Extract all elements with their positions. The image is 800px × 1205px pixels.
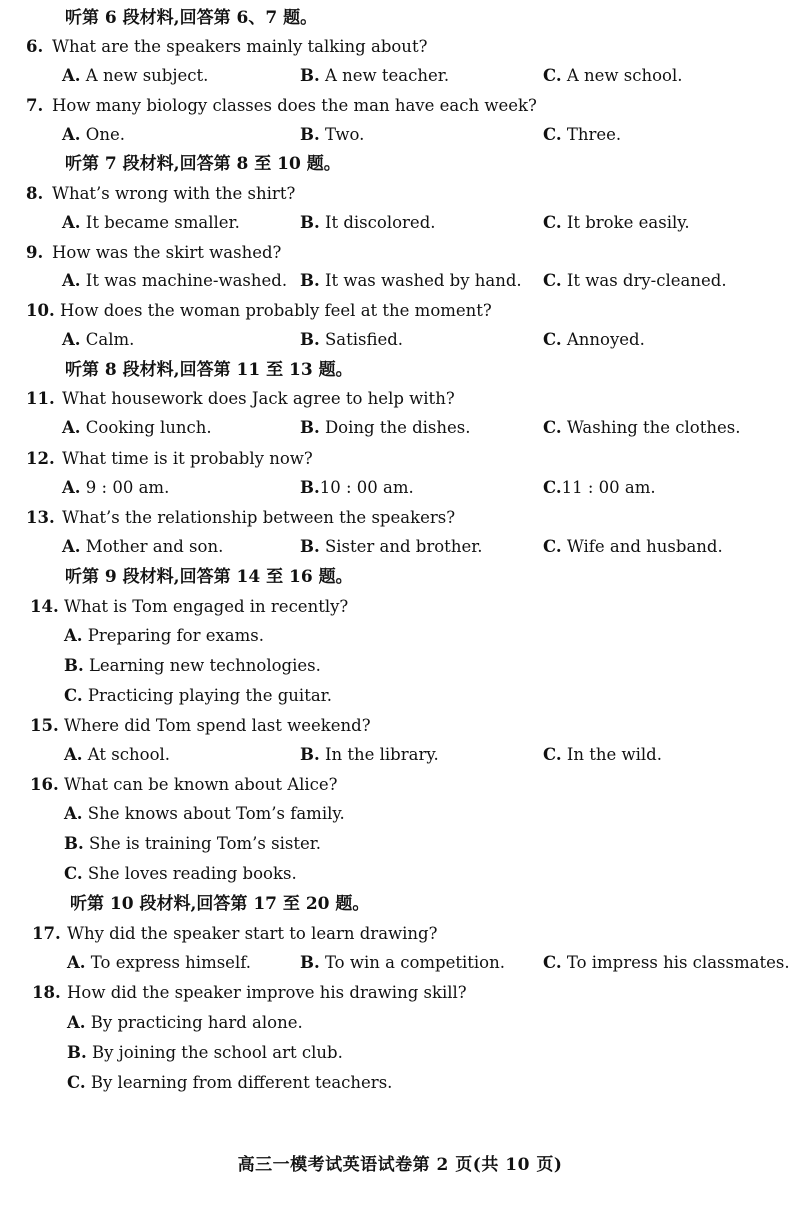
option: B. Sister and brother. <box>300 537 483 556</box>
question-text: Why did the speaker start to learn drawing? <box>67 924 438 943</box>
question-number: 15. <box>30 716 59 735</box>
option-line <box>0 861 800 887</box>
option: B. Learning new technologies. <box>64 656 321 675</box>
option-line <box>0 801 800 827</box>
question-number: 11. <box>26 389 55 408</box>
option: C. Annoyed. <box>543 330 645 349</box>
question-number: 18. <box>32 983 61 1002</box>
options-row <box>0 63 800 89</box>
question <box>0 181 800 207</box>
question-number: 9. <box>26 243 44 262</box>
option: A. It was machine-washed. <box>62 271 288 290</box>
options-row <box>0 534 800 560</box>
option: B. By joining the school art club. <box>67 1043 343 1062</box>
option: C. She loves reading books. <box>64 864 297 883</box>
option: A. She knows about Tom’s family. <box>64 804 345 823</box>
question-text: How many biology classes does the man have each week? <box>52 96 537 115</box>
option-line <box>0 1070 800 1096</box>
options-row <box>0 268 800 294</box>
option: A. One. <box>62 125 125 144</box>
option: B. It discolored. <box>300 213 436 232</box>
option: C. Three. <box>543 125 622 144</box>
option: B. To win a competition. <box>300 953 505 972</box>
question <box>0 772 800 798</box>
question <box>0 594 800 620</box>
section-heading: 听第 8 段材料,回答第 11 至 13 题。 <box>65 360 353 380</box>
option: B. Two. <box>300 125 365 144</box>
option: A. A new subject. <box>62 66 209 85</box>
question-text: What’s the relationship between the speakers? <box>62 508 456 527</box>
option: A. At school. <box>64 745 171 764</box>
options-row <box>0 475 800 501</box>
section-heading: 听第 10 段材料,回答第 17 至 20 题。 <box>70 894 370 914</box>
question-text: What are the speakers mainly talking about? <box>52 37 428 56</box>
option-line <box>0 623 800 649</box>
option: C. To impress his classmates. <box>543 953 790 972</box>
question-text: What can be known about Alice? <box>64 775 338 794</box>
option: A. Mother and son. <box>62 537 224 556</box>
question-text: What housework does Jack agree to help with? <box>62 389 455 408</box>
option: C. It broke easily. <box>543 213 690 232</box>
option: B. Satisfied. <box>300 330 404 349</box>
option-line <box>0 831 800 857</box>
question-number: 7. <box>26 96 44 115</box>
option-line <box>0 1040 800 1066</box>
option-line <box>0 1010 800 1036</box>
question-number: 6. <box>26 37 44 56</box>
option: A. By practicing hard alone. <box>67 1013 303 1032</box>
options-row <box>0 950 800 976</box>
option: A. Preparing for exams. <box>64 626 264 645</box>
options-row <box>0 210 800 236</box>
question-text: How was the skirt washed? <box>52 243 282 262</box>
option: C. Washing the clothes. <box>543 418 741 437</box>
question <box>0 505 800 531</box>
question <box>0 240 800 266</box>
question <box>0 93 800 119</box>
question-number: 10. <box>26 301 55 320</box>
option: A. To express himself. <box>67 953 251 972</box>
question-number: 14. <box>30 597 59 616</box>
option: C. A new school. <box>543 66 683 85</box>
question-text: What time is it probably now? <box>62 449 313 468</box>
option-line <box>0 683 800 709</box>
option: B. Doing the dishes. <box>300 418 471 437</box>
question <box>0 980 800 1006</box>
options-row <box>0 122 800 148</box>
option: C. It was dry-cleaned. <box>543 271 727 290</box>
options-row <box>0 415 800 441</box>
question-text: How did the speaker improve his drawing skill? <box>67 983 467 1002</box>
question-text: Where did Tom spend last weekend? <box>64 716 371 735</box>
section-heading: 听第 7 段材料,回答第 8 至 10 题。 <box>65 154 341 174</box>
option: C. Practicing playing the guitar. <box>64 686 333 705</box>
option: C. In the wild. <box>543 745 662 764</box>
options-row <box>0 742 800 768</box>
option: B. It was washed by hand. <box>300 271 522 290</box>
question <box>0 34 800 60</box>
option: B. In the library. <box>300 745 439 764</box>
option-line <box>0 653 800 679</box>
option: B. A new teacher. <box>300 66 450 85</box>
question <box>0 713 800 739</box>
option: B. She is training Tom’s sister. <box>64 834 322 853</box>
option: C.11 : 00 am. <box>543 478 656 497</box>
option: C. By learning from different teachers. <box>67 1073 393 1092</box>
section-heading: 听第 6 段材料,回答第 6、7 题。 <box>65 8 318 28</box>
question-number: 12. <box>26 449 55 468</box>
question-text: How does the woman probably feel at the moment? <box>60 301 492 320</box>
question-number: 16. <box>30 775 59 794</box>
question-number: 8. <box>26 184 44 203</box>
question <box>0 446 800 472</box>
question <box>0 298 800 324</box>
question-text: What is Tom engaged in recently? <box>64 597 349 616</box>
question-number: 13. <box>26 508 55 527</box>
section-heading: 听第 9 段材料,回答第 14 至 16 题。 <box>65 567 353 587</box>
question <box>0 921 800 947</box>
option: A. 9 : 00 am. <box>62 478 170 497</box>
option: B.10 : 00 am. <box>300 478 414 497</box>
option: A. Calm. <box>62 330 135 349</box>
option: A. It became smaller. <box>62 213 240 232</box>
page-footer: 高三一模考试英语试卷第 2 页(共 10 页) <box>237 1155 563 1175</box>
option: C. Wife and husband. <box>543 537 723 556</box>
question-text: What’s wrong with the shirt? <box>52 184 296 203</box>
options-row <box>0 327 800 353</box>
option: A. Cooking lunch. <box>62 418 212 437</box>
question-number: 17. <box>32 924 61 943</box>
question <box>0 386 800 412</box>
